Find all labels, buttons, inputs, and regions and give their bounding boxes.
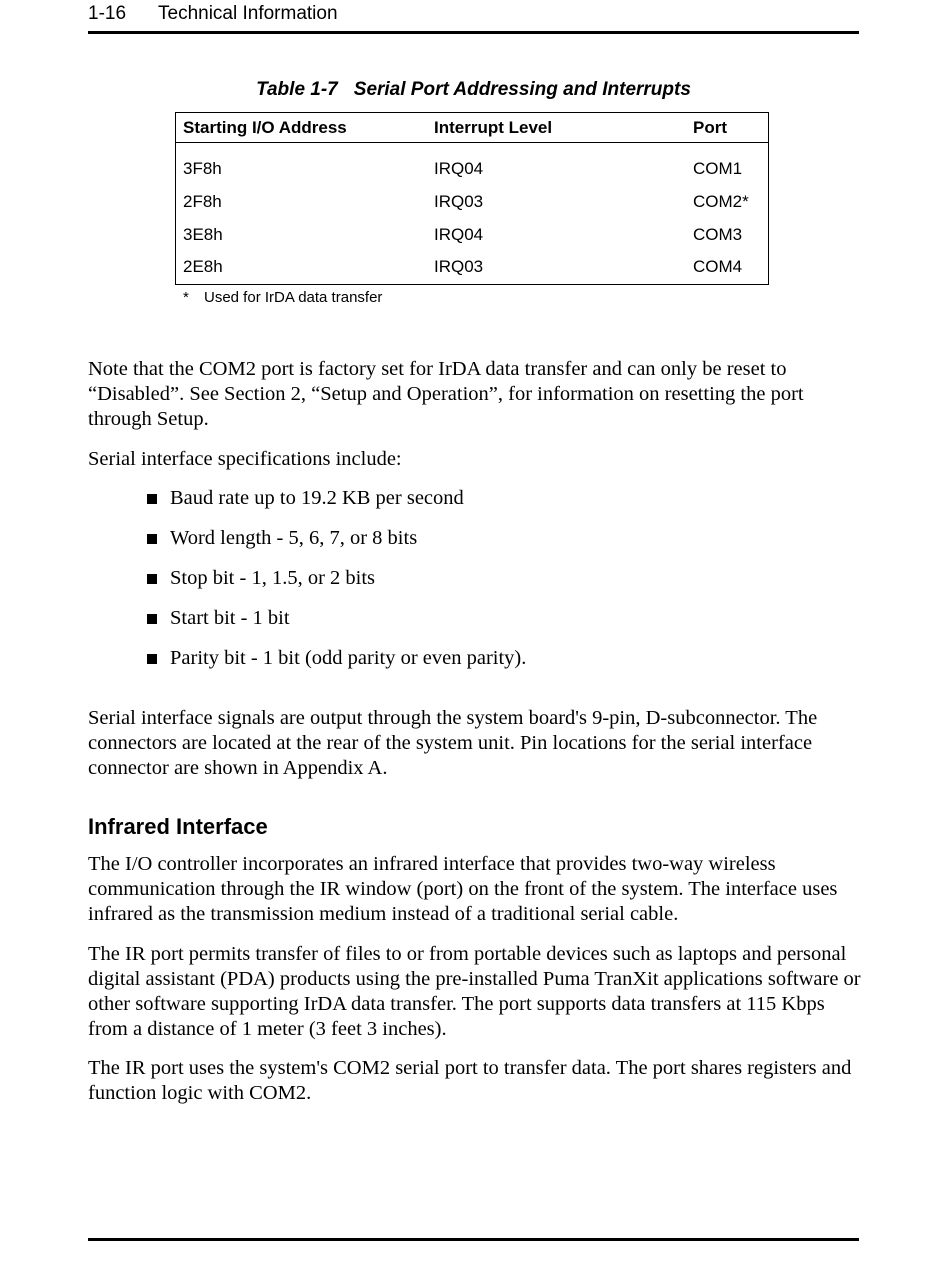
list-item-text: Word length - 5, 6, 7, or 8 bits bbox=[170, 527, 418, 549]
specs-list bbox=[147, 486, 526, 686]
cell-port: COM1 bbox=[693, 159, 743, 178]
com2-note-paragraph: Note that the COM2 port is factory set for IrDA data transfer and can only be reset to “Disabled”. See Section 2, “Setup and Operation”, for information on resetting the port through Setup. bbox=[88, 358, 804, 430]
header-section-title: Technical Information bbox=[158, 3, 338, 24]
cell-port: COM4 bbox=[693, 257, 743, 276]
table-caption-label: Table 1-7 bbox=[256, 79, 338, 100]
footer-rule bbox=[88, 1238, 859, 1241]
ir-com2-paragraph: The IR port uses the system's COM2 serial port to transfer data. The port shares registers and function logic with COM2. bbox=[88, 1057, 852, 1104]
table-row bbox=[176, 218, 768, 251]
bullet-square-icon bbox=[147, 494, 157, 504]
table-caption bbox=[0, 79, 947, 101]
cell-interrupt: IRQ03 bbox=[434, 192, 484, 211]
cell-interrupt: IRQ04 bbox=[434, 225, 484, 244]
table-row bbox=[176, 152, 768, 185]
list-item-text: Parity bit - 1 bit (odd parity or even parity). bbox=[170, 647, 527, 669]
cell-address: 3F8h bbox=[183, 159, 222, 178]
table-row bbox=[176, 185, 768, 218]
column-header-address: Starting I/O Address bbox=[183, 118, 347, 137]
signals-paragraph: Serial interface signals are output through the system board's 9-pin, D-subconnector. The connectors are located at the rear of the system unit. Pin locations for the serial interface connector are shown in Appendix A. bbox=[88, 707, 818, 779]
list-item bbox=[147, 486, 526, 526]
cell-port: COM2* bbox=[693, 192, 749, 211]
list-item bbox=[147, 606, 526, 646]
cell-address: 2F8h bbox=[183, 192, 222, 211]
list-item bbox=[147, 566, 526, 606]
cell-address: 3E8h bbox=[183, 225, 223, 244]
list-item-text: Baud rate up to 19.2 KB per second bbox=[170, 487, 464, 509]
running-header bbox=[88, 3, 338, 25]
bullet-square-icon bbox=[147, 534, 157, 544]
bullet-square-icon bbox=[147, 654, 157, 664]
cell-interrupt: IRQ04 bbox=[434, 159, 484, 178]
footnote-text: Used for IrDA data transfer bbox=[204, 289, 383, 306]
footnote-mark: * bbox=[183, 289, 189, 306]
specs-intro-paragraph: Serial interface specifications include: bbox=[88, 448, 402, 470]
column-header-interrupt: Interrupt Level bbox=[434, 118, 553, 137]
cell-port: COM3 bbox=[693, 225, 743, 244]
ir-intro-paragraph: The I/O controller incorporates an infrared interface that provides two-way wireless communication through the IR window (port) on the front of the system. The interface uses infrared as the transmission medium instead of a traditional serial cable. bbox=[88, 853, 838, 925]
list-item bbox=[147, 526, 526, 566]
table-row bbox=[176, 250, 768, 283]
cell-address: 2E8h bbox=[183, 257, 223, 276]
bullet-square-icon bbox=[147, 614, 157, 624]
table-caption-title: Serial Port Addressing and Interrupts bbox=[353, 79, 691, 100]
list-item-text: Start bit - 1 bit bbox=[170, 607, 290, 629]
list-item bbox=[147, 646, 526, 686]
serial-port-table bbox=[175, 112, 769, 285]
bullet-square-icon bbox=[147, 574, 157, 584]
column-header-port: Port bbox=[693, 118, 727, 137]
table-footnote bbox=[183, 289, 382, 306]
table-header-row bbox=[176, 113, 768, 143]
header-rule bbox=[88, 31, 859, 34]
list-item-text: Stop bit - 1, 1.5, or 2 bits bbox=[170, 567, 376, 589]
page-number: 1-16 bbox=[88, 3, 127, 24]
cell-interrupt: IRQ03 bbox=[434, 257, 484, 276]
section-heading: Infrared Interface bbox=[88, 814, 268, 839]
ir-transfer-paragraph: The IR port permits transfer of files to or from portable devices such as laptops and personal digital assistant (PDA) products using the pre-installed Puma TranXit applications software or other software supporting IrDA data transfer. The port supports data transfers at 115 Kbps from a distance of 1 meter (3 feet 3 inches). bbox=[88, 943, 861, 1040]
